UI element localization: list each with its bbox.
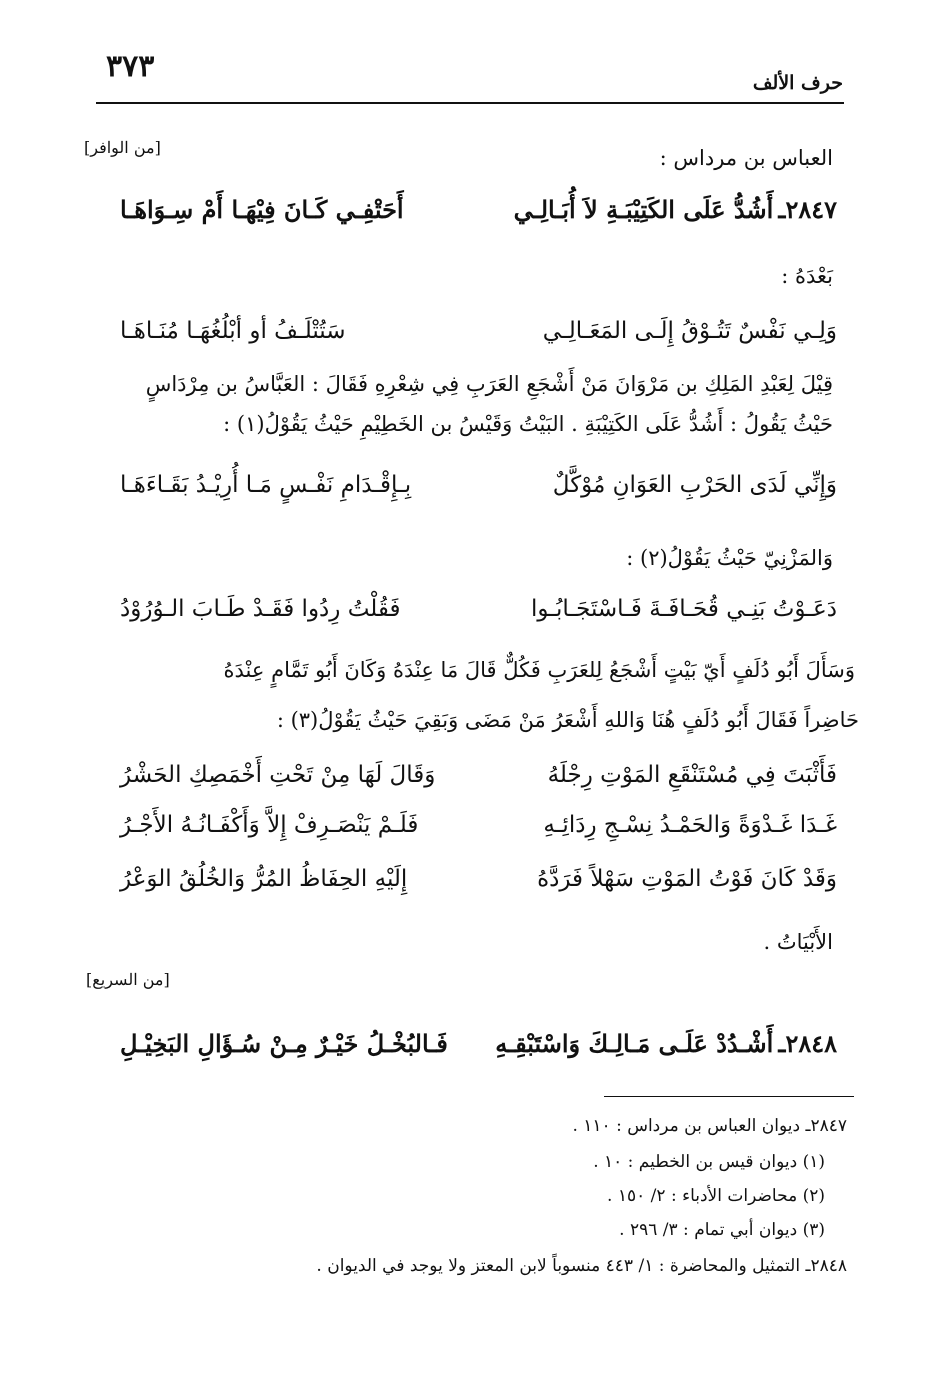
verse-2847 bbox=[120, 190, 837, 236]
footnote: (٢) محاضرات الأدباء : ٢/ ١٥٠ . bbox=[607, 1186, 825, 1206]
closing-note: الأَبْيَاتُ . bbox=[763, 930, 833, 954]
hemistich-2: سَتُتْلَـفُ أو أبْلُغُهَـا مُنَـاهَـا bbox=[120, 318, 346, 344]
hemistich-1: وَلِـي نَفْسٌ تَتُـوْقُ إِلَـى المَعَـالِـي bbox=[542, 318, 837, 344]
hemistich-1: أَشُدُّ عَلَى الكَتِيْبَـةِ لاَ أُبَـالِـي bbox=[513, 195, 774, 224]
verse-2847-first-half bbox=[513, 195, 837, 224]
meter-label-wafir: [من الوافر] bbox=[84, 138, 161, 157]
prose-line: وَسَأَلَ أَبُو دُلَفٍ أَيّ بَيْتٍ أَشْجَعُ لِلعَرَبِ فَكُلٌّ قَالَ مَا عِنْدَهُ وَكَانَ أَبُو تَمَّامٍ عِنْدَهُ bbox=[223, 658, 855, 682]
verse-number: ٢٨٤٨ـ bbox=[778, 1029, 837, 1058]
verse-after bbox=[120, 312, 837, 358]
verse-number: ٢٨٤٧ـ bbox=[778, 195, 837, 224]
hemistich-1: دَعَـوْتُ بَنِـي قُحَـافَـةَ فَـاسْتَجَـابُـوا bbox=[530, 596, 837, 622]
running-title: حرف الألف bbox=[752, 72, 843, 94]
hemistich-2: إِلَيْهِ الحِفَاظُ المُرُّ وَالخُلُقُ الوَعْرُ bbox=[120, 866, 408, 892]
verse-tammam-1 bbox=[120, 756, 837, 802]
prose-line: قِيْلَ لِعَبْدِ المَلِكِ بن مَرْوَانَ مَنْ أَشْجَعِ العَرَبِ فِي شِعْرِهِ فَقَالَ : العَبَّاسُ بن مِرْدَاسٍ bbox=[145, 372, 833, 396]
prose-line: حَيْثُ يَقُولُ : أَشُدُّ عَلَى الكَتِيْبَةِ . البَيْتُ وَقَيْسُ بن الخَطِيْمِ حَيْثُ يَقُوْلُ(١) : bbox=[223, 412, 833, 436]
footnote: ٢٨٤٧ـ ديوان العباس بن مرداس : ١١٠ . bbox=[572, 1116, 847, 1136]
hemistich-2: فَـالبُخْـلُ خَيْـرٌ مِـنْ سُـؤَالِ البَخِيْـلِ bbox=[120, 1029, 448, 1058]
footnote: ٢٨٤٨ـ التمثيل والمحاضرة : ١/ ٤٤٣ منسوباً لابن المعتز ولا يوجد في الديوان . bbox=[316, 1256, 847, 1276]
verse-muzani bbox=[120, 590, 837, 636]
meter-label-sari: [من السريع] bbox=[86, 970, 170, 989]
verse-2848 bbox=[120, 1024, 837, 1070]
hemistich-2: وَقَالَ لَهَا مِنْ تَحْتِ أَخْمَصِكِ الحَشْرُ bbox=[120, 762, 436, 788]
page-number: ٣٧٣ bbox=[106, 49, 155, 84]
hemistich-2: فَلَـمْ يَنْصَـرِفْ إِلاَّ وَأَكْفَـانُـهُ الأَجْـرُ bbox=[120, 812, 419, 838]
hemistich-1: أَشْـدُدْ عَلَـى مَـالِـكَ وَاسْتَبْقِـهِ bbox=[495, 1029, 774, 1058]
verse-tammam-3 bbox=[120, 860, 837, 906]
hemistich-2: فَقُلْتُ رِدُوا فَقَـدْ طَـابَ الـوُرُوْدُ bbox=[120, 596, 401, 622]
after-label: بَعْدَهُ : bbox=[781, 264, 833, 288]
verse-2848-first-half bbox=[495, 1029, 837, 1058]
footnote: (٣) ديوان أبي تمام : ٣/ ٢٩٦ . bbox=[619, 1220, 825, 1240]
hemistich-2: أَحَتْفِـي كَـانَ فِيْهَـا أَمْ سِـوَاهَـا bbox=[120, 195, 404, 224]
hemistich-1: وَقَدْ كَانَ فَوْتُ المَوْتِ سَهْلاً فَرَدَّهُ bbox=[537, 866, 837, 892]
hemistich-1: غَـدَا غَـدْوَةً وَالحَمْـدُ نِسْـجِ رِدَائِـهِ bbox=[543, 812, 837, 838]
verse-tammam-2 bbox=[120, 806, 837, 852]
muzani-label: وَالمَزْنِيّ حَيْثُ يَقُوْلُ(٢) : bbox=[626, 546, 833, 570]
hemistich-1: وَإِنِّي لَدَى الحَرْبِ العَوَانِ مُوْكَّلٌ bbox=[552, 472, 837, 498]
footnote-rule bbox=[604, 1096, 854, 1097]
prose-line: حَاضِراً فَقَالَ أَبُو دُلَفٍ هُنَا وَاللهِ أَشْعَرُ مَنْ مَضَى وَبَقِيَ حَيْثُ يَقُوْلُ(٣) : bbox=[276, 708, 859, 732]
footnote: (١) ديوان قيس بن الخطيم : ١٠ . bbox=[593, 1152, 825, 1172]
hemistich-1: فَأَثْبَتَ فِي مُسْتَنْقَعِ المَوْتِ رِجْلَهُ bbox=[547, 762, 837, 788]
verse-qays bbox=[120, 466, 837, 512]
entry-intro: العباس بن مرداس : bbox=[659, 146, 833, 170]
hemistich-2: بِـإِقْـدَامِ نَفْـسٍ مَـا أُرِيْـدُ بَقَـاءَهَـا bbox=[120, 472, 412, 498]
header-rule bbox=[96, 102, 844, 104]
